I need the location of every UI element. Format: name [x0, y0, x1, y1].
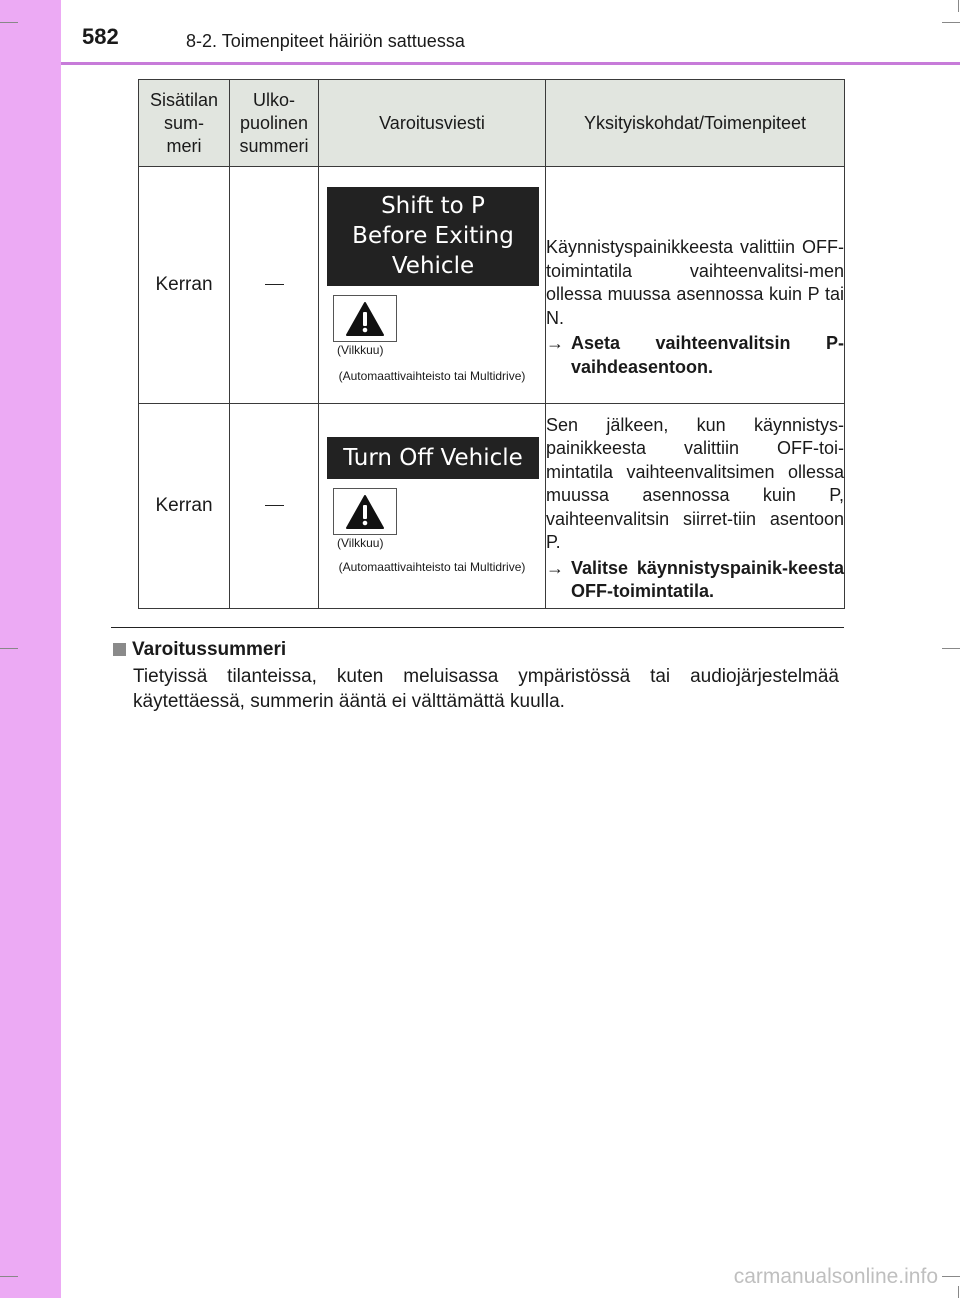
display-line: Before Exiting [352, 223, 514, 249]
table-row [139, 404, 845, 609]
display-line: Turn Off Vehicle [343, 445, 523, 471]
table-header-row [139, 80, 845, 167]
crop-mark [942, 648, 960, 649]
display-line: Vehicle [391, 253, 475, 279]
square-bullet-icon [113, 643, 126, 656]
warning-triangle-icon [345, 494, 385, 530]
crop-mark [958, 0, 959, 12]
crop-mark [942, 1276, 960, 1277]
section-divider [111, 627, 844, 628]
subsection-title: Varoitussummeri [132, 639, 287, 660]
details-text: Käynnistyspainikkeesta valittiin OFF-toimintatila vaihteenvalitsi-men ollessa muussa asennossa kuin P tai N. [546, 237, 844, 328]
display-line: Shift to P [381, 193, 485, 219]
header-exterior-buzzer: Ulko- puolinen summeri [230, 80, 319, 167]
header-interior-buzzer: Sisätilan sum- meri [139, 80, 230, 167]
header-warning-message: Varoitusviesti [319, 80, 546, 167]
arrow-icon: → [546, 557, 564, 578]
exterior-buzzer-cell [230, 404, 319, 609]
action-text: Valitse käynnistyspainik-keesta OFF-toimintatila. [571, 557, 844, 601]
dash-mark [265, 284, 284, 285]
section-title: 8-2. Toimenpiteet häiriön sattuessa [186, 31, 465, 51]
transmission-note: (Automaattivaihteisto tai Multidrive) [338, 369, 526, 383]
warning-icon-box [333, 295, 397, 342]
interior-buzzer-cell: Kerran [139, 167, 230, 404]
crop-mark [0, 1276, 18, 1277]
exterior-buzzer-cell [230, 167, 319, 404]
display-message [327, 437, 539, 479]
crop-mark [958, 1286, 959, 1298]
blink-label: (Vilkkuu) [337, 536, 384, 550]
warning-icon-box [333, 488, 397, 535]
header-details: Yksityiskohdat/Toimenpiteet [546, 80, 845, 167]
watermark: carmanualsonline.info [733, 1265, 938, 1288]
blink-label: (Vilkkuu) [337, 343, 384, 357]
interior-buzzer-cell: Kerran [139, 404, 230, 609]
details-text: Sen jälkeen, kun käynnistys-painikkeesta valittiin OFF-toi-mintatila vaihteenvalitsimen ollessa muussa asennossa kuin P, vaihteenvalitsin siirret-tiin asentoon P. [546, 414, 844, 552]
display-message [327, 187, 539, 286]
warning-triangle-icon [345, 301, 385, 337]
action-text: Aseta vaihteenvalitsin P-vaihdeasentoon. [571, 333, 844, 377]
action-instruction [546, 557, 844, 604]
details-cell [546, 167, 845, 404]
crop-mark [0, 22, 18, 23]
side-color-band [0, 0, 61, 1298]
crop-mark [0, 648, 18, 649]
table-row [139, 167, 845, 404]
warning-table [138, 79, 845, 609]
page-number: 582 [82, 24, 119, 49]
details-cell [546, 404, 845, 609]
arrow-icon: → [546, 333, 564, 353]
crop-mark [942, 22, 960, 23]
header-rule [61, 62, 960, 65]
dash-mark [265, 505, 284, 506]
subsection-heading [113, 639, 286, 661]
warning-message-cell [319, 167, 546, 404]
transmission-note: (Automaattivaihteisto tai Multidrive) [338, 560, 526, 574]
subsection-body: Tietyissä tilanteissa, kuten meluisassa ympäristössä tai audiojärjestelmää käytettäessä, summerin ääntä ei välttämättä kuulla. [133, 666, 839, 712]
action-instruction [546, 332, 844, 379]
warning-message-cell [319, 404, 546, 609]
